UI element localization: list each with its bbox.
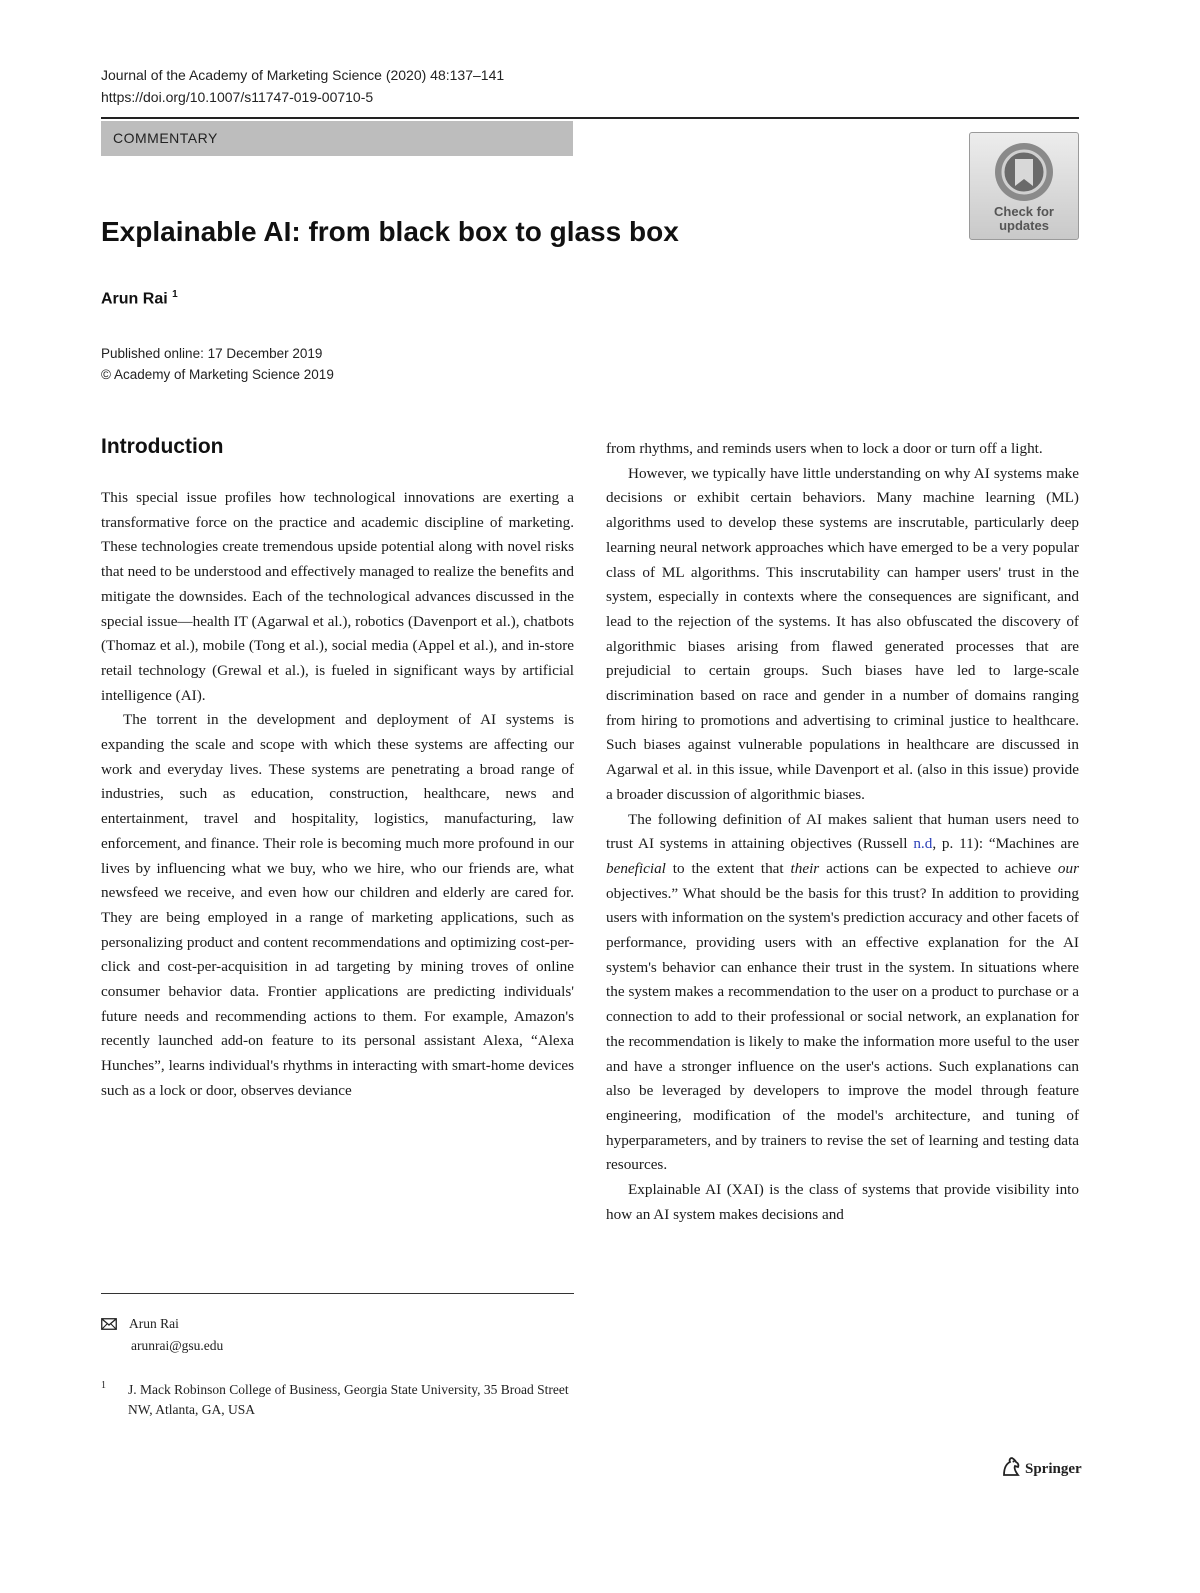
right-column: [606, 437, 1079, 1228]
citation-link-russell[interactable]: n.d: [913, 835, 933, 853]
envelope-icon: [101, 1316, 117, 1336]
section-heading-introduction: Introduction: [101, 435, 224, 458]
paragraph: The torrent in the development and deployment of AI systems is expanding the scale and scope with which these systems are affecting our work and everyday lives. These systems are penetrating a broad range of industries, such as education, construction, healthcare, news and entertainment, travel and hospitality, logistics, manufacturing, law enforcement, and finance. Their role is becoming much more profound in our lives by influencing what we buy, who we hire, who our friends are, what newsfeed we receive, and even how our children and elderly are cared for. They are being employed in a range of marketing applications, such as personalizing product and content recommendations and optimizing cost-per-click and cost-per-acquisition in ad targeting by mining troves of online consumer behavior data. Frontier applications are predicting individuals' future needs and recommending actions to them. For example, Amazon's recently launched add-on feature to its personal assistant Alexa, “Alexa Hunches”, learns individual's rhythms in interacting with smart-home devices such as a lock or door, observes deviance: [101, 711, 574, 1099]
emphasis: our: [1057, 859, 1080, 877]
doi-link[interactable]: https://doi.org/10.1007/s11747-019-00710-5: [101, 89, 374, 105]
affiliation-number: 1: [101, 1380, 106, 1391]
paragraph: This special issue profiles how technological innovations are exerting a transformative force on the practice and academic discipline of marketing. These technologies create tremendous upside potential along with novel risks that need to be understood and effectively managed to realize the benefits and mitigate the downsides. Each of the technological advances discussed in the special issue—health IT (Agarwal et al.), robotics (Davenport et al.), chatbots (Thomaz et al.), mobile (Tong et al.), social media (Appel et al.), and in-store retail technology (Grewal et al.), is fueled in significant ways by artificial intelligence (AI).: [101, 489, 574, 704]
publisher-name: Springer: [1025, 1461, 1082, 1477]
paragraph: However, we typically have little understanding on why AI systems make decisions or exhibit certain behaviors. Many machine learning (ML) algorithms used to develop these systems are inscrutable, particularly deep learning neural network approaches which have emerged to be a very popular class of ML algorithms. This inscrutability can hamper users' trust in the system, especially in contexts where the consequences are significant, and lead to the rejection of the systems. It has also obfuscated the discovery of algorithmic biases arising from flawed generated processes that are prejudicial to certain groups. Such biases have led to large-scale discrimination based on race and gender in a number of domains ranging from hiring to promotions and advertising to criminal justice to healthcare. Such biases against vulnerable populations in healthcare are discussed in Agarwal et al. in this issue, while Davenport et al. (also in this issue) provide a broader discussion of algorithmic biases.: [606, 464, 1079, 803]
springer-horse-icon: [1000, 1456, 1022, 1478]
journal-header: [101, 64, 504, 108]
text-run: to the extent that: [665, 859, 791, 877]
contact-name: Arun Rai: [129, 1316, 179, 1331]
text-run: actions can be expected to achieve: [819, 859, 1058, 877]
text-run: objectives.” What should be the basis for this trust? In addition to providing users with information on the system's prediction accuracy and other facets of performance, providing users with an effective explanation for the AI system's behavior can enhance their trust in the system. In situations where the system makes a recommendation to the user on a product to purchase or a connection to add to their professional or social network, an explanation for the recommendation is likely to make the information more useful to the user and have a stronger influence on the user's actions. Such explanations can also be leveraged by developers to improve the model through feature engineering, modification of the model's architecture, and tuning of hyperparameters, and by trainers to revise the set of learning and testing data resources.: [606, 884, 1079, 1174]
paragraph: from rhythms, and reminds users when to lock a door or turn off a light.: [606, 440, 1043, 457]
affiliation-footnote: [101, 1380, 574, 1420]
affiliation-text: J. Mack Robinson College of Business, Georgia State University, 35 Broad Street NW, Atlanta, GA, USA: [128, 1382, 569, 1417]
author-affiliation-marker: 1: [172, 289, 178, 300]
article-title: Explainable AI: from black box to glass box: [101, 216, 679, 247]
header-rule: [101, 117, 1079, 119]
text-run: The following definition of AI makes salient that human users need to trust AI systems in attaining objectives (Russell: [606, 810, 1079, 853]
emphasis: beneficial: [606, 859, 666, 877]
text-run: , p. 11): “Machines are: [932, 835, 1079, 853]
check-for-updates-badge[interactable]: [969, 132, 1079, 240]
emphasis: their: [790, 859, 820, 877]
footnote-rule: [101, 1293, 574, 1294]
paragraph-definition: [606, 808, 1079, 1179]
publisher-logo: [1000, 1456, 1082, 1481]
published-date: Published online: 17 December 2019: [101, 346, 323, 361]
publication-info: [101, 343, 334, 385]
section-label: COMMENTARY: [101, 121, 573, 156]
corresponding-author: [101, 1314, 223, 1356]
journal-citation: Journal of the Academy of Marketing Science (2020) 48:137–141: [101, 67, 505, 83]
left-column: [101, 486, 574, 1104]
copyright-notice: © Academy of Marketing Science 2019: [101, 367, 334, 382]
contact-email[interactable]: arunrai@gsu.edu: [131, 1338, 224, 1353]
paragraph: Explainable AI (XAI) is the class of systems that provide visibility into how an AI system makes decisions and: [606, 1181, 1079, 1223]
author-line: [101, 283, 178, 311]
crossmark-icon: [993, 141, 1055, 203]
badge-text: Check for updates: [994, 204, 1054, 233]
author-name[interactable]: Arun Rai: [101, 290, 168, 308]
